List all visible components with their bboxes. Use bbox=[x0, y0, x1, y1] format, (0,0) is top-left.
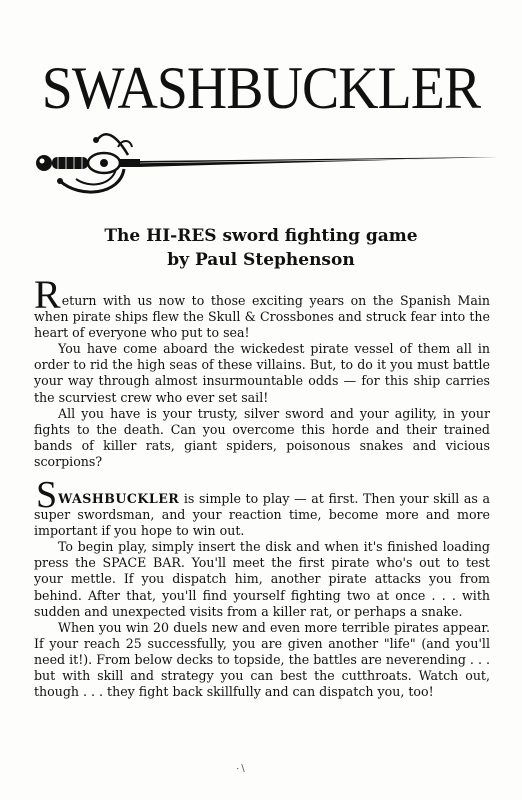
game-logo: SWASHBUCKLER bbox=[41, 55, 481, 121]
scan-mark: ⋅∖ bbox=[236, 764, 246, 775]
paragraph: All you have is your trusty, silver sword and your agility, in your fights to the death. Can you overcome this horde and their trained bands of killer rats, giant spiders, poisonous snakes and vicious scorpions? bbox=[34, 405, 490, 469]
rapier-sword-icon bbox=[20, 125, 500, 205]
gameplay-section bbox=[34, 474, 490, 700]
author-line: by Paul Stephenson bbox=[167, 250, 355, 270]
paragraph bbox=[34, 272, 490, 341]
lead-word: WASHBUCKLER bbox=[58, 491, 180, 506]
paragraph-text: eturn with us now to those exciting years on the Spanish Main when pirate ships flew the Skull & Crossbones and struck fear into the heart of everyone who put to sea! bbox=[34, 293, 490, 341]
game-title: The HI-RES sword fighting game bbox=[104, 226, 418, 246]
title-block bbox=[20, 224, 502, 272]
intro-section bbox=[34, 272, 490, 470]
drop-cap: R bbox=[34, 272, 61, 317]
paragraph bbox=[34, 474, 490, 539]
paragraph: To begin play, simply insert the disk and when it's finished loading press the SPACE BAR. You'll meet the first pirate who's out to test your mettle. If you dispatch him, another pirate attacks you from behind. After that, you'll find yourself fighting two at once . . . with sudden and unexpected visits from a killer rat, or perhaps a snake. bbox=[34, 539, 490, 619]
paragraph: You have come aboard the wickedest pirate vessel of them all in order to rid the high seas of these villains. But, to do it you must battle your way through almost insurmountable odds — for this ship carries the scurviest crew who ever set sail! bbox=[34, 341, 490, 405]
paragraph-text: is simple to play — at first. Then your skill as a super swordsman, and your reaction time, become more and more important if you hope to win out. bbox=[34, 491, 490, 539]
drop-cap: S bbox=[36, 474, 58, 516]
paragraph: When you win 20 duels new and even more terrible pirates appear. If your reach 25 successfully, you are given another "life" (and you'll need it!). From below decks to topside, the battles are neverending . . . but with skill and strategy you can best the cutthroats. Watch out, though . . . they fight back skillfully and can dispatch you, too! bbox=[34, 619, 490, 700]
